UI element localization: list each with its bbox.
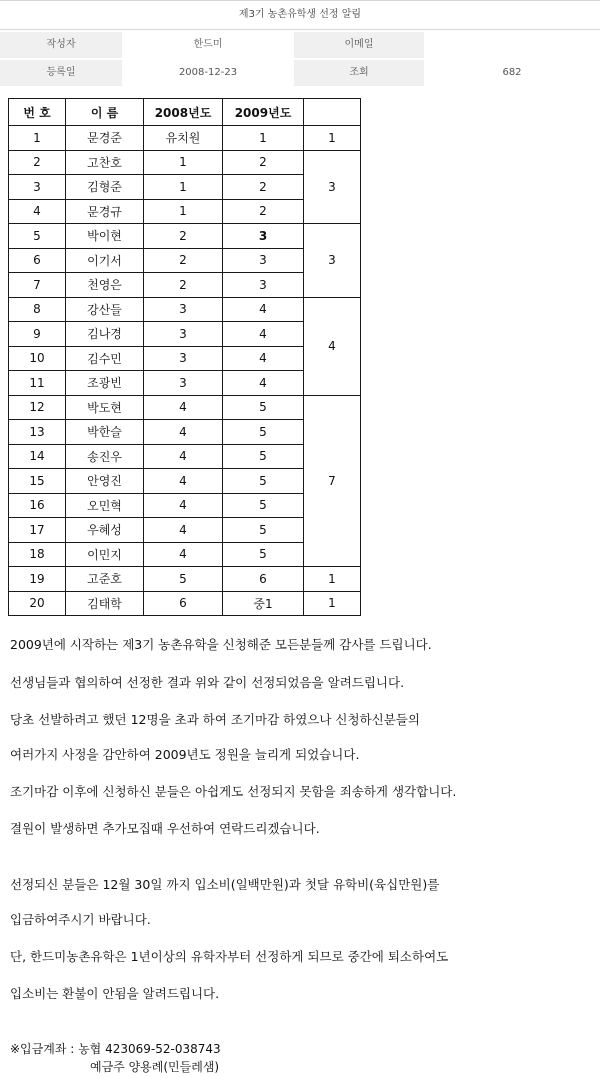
header-group: [304, 99, 361, 126]
cell-group-count: 1: [304, 126, 361, 151]
cell-2009: 3: [223, 273, 304, 298]
cell-number: 10: [9, 346, 66, 371]
cell-2009: 2: [223, 199, 304, 224]
account-info: ※입금계좌 : 농협 423069-52-038743: [10, 1042, 221, 1056]
cell-group-count: 3: [304, 150, 361, 224]
cell-2008: 1: [144, 199, 223, 224]
cell-2008: 3: [144, 346, 223, 371]
cell-2009: 4: [223, 322, 304, 347]
cell-2009: 6: [223, 567, 304, 592]
cell-group-count: 1: [304, 591, 361, 616]
body-paragraph-3: 당초 선발하려고 했던 12명을 초과 하여 조기마감 하였으나 신청하신분들의: [10, 712, 420, 727]
cell-number: 5: [9, 224, 66, 249]
cell-2008: 4: [144, 518, 223, 543]
cell-2009: 4: [223, 346, 304, 371]
body-paragraph-6: 결원이 발생하면 추가모집때 우선하여 연락드리겠습니다.: [10, 821, 320, 836]
cell-2008: 4: [144, 444, 223, 469]
body-paragraph-4: 여러가지 사정을 감안하여 2009년도 정원을 늘리게 되었습니다.: [10, 747, 360, 762]
cell-2009: 5: [223, 444, 304, 469]
cell-2008: 2: [144, 224, 223, 249]
student-table: [8, 98, 361, 616]
meta-row-date: [0, 60, 600, 86]
cell-2008: 1: [144, 150, 223, 175]
cell-2008: 4: [144, 493, 223, 518]
cell-group-count: 3: [304, 224, 361, 298]
body-paragraph-8: 입금하여주시기 바랍니다.: [10, 912, 151, 927]
cell-number: 8: [9, 297, 66, 322]
header-2009: 2009년도: [223, 99, 304, 126]
cell-2009: 3: [223, 224, 304, 249]
cell-2009: 5: [223, 469, 304, 494]
cell-2008: 4: [144, 420, 223, 445]
cell-2009: 1: [223, 126, 304, 151]
cell-number: 2: [9, 150, 66, 175]
email-label: 이메일: [294, 32, 424, 58]
cell-2009: 4: [223, 297, 304, 322]
cell-name: 김형준: [66, 175, 144, 200]
cell-2009: 5: [223, 420, 304, 445]
cell-number: 3: [9, 175, 66, 200]
cell-2008: 4: [144, 542, 223, 567]
cell-name: 박이현: [66, 224, 144, 249]
cell-name: 박한슬: [66, 420, 144, 445]
cell-name: 천영은: [66, 273, 144, 298]
body-paragraph-10: 입소비는 환불이 안됨을 알려드립니다.: [10, 986, 220, 1001]
views-value: 682: [424, 60, 600, 86]
header-name: 이 름: [66, 99, 144, 126]
table-row: [9, 567, 361, 592]
cell-name: 박도현: [66, 395, 144, 420]
body-paragraph-1: 2009년에 시작하는 제3기 농촌유학을 신청해준 모든분들께 감사를 드립니다.: [10, 637, 432, 652]
cell-group-count: 1: [304, 567, 361, 592]
views-label: 조회: [294, 60, 424, 86]
cell-number: 20: [9, 591, 66, 616]
date-label: 등록일: [0, 60, 122, 86]
cell-2009: 5: [223, 518, 304, 543]
email-value[interactable]: [424, 32, 600, 58]
cell-2008: 3: [144, 297, 223, 322]
cell-2008: 6: [144, 591, 223, 616]
cell-group-count: 4: [304, 297, 361, 395]
cell-2008: 4: [144, 395, 223, 420]
cell-number: 11: [9, 371, 66, 396]
cell-name: 김수민: [66, 346, 144, 371]
cell-name: 이민지: [66, 542, 144, 567]
cell-name: 문경준: [66, 126, 144, 151]
table-row: [9, 395, 361, 420]
cell-2008: 4: [144, 469, 223, 494]
cell-2009: 5: [223, 493, 304, 518]
cell-group-count: 7: [304, 395, 361, 567]
cell-2009: 2: [223, 150, 304, 175]
table-row: [9, 591, 361, 616]
cell-2009: 4: [223, 371, 304, 396]
cell-number: 9: [9, 322, 66, 347]
cell-number: 14: [9, 444, 66, 469]
body-paragraph-7: 선정되신 분들은 12월 30일 까지 입소비(일백만원)과 첫달 유학비(육십만원)를: [10, 877, 440, 892]
cell-number: 4: [9, 199, 66, 224]
cell-name: 안영진: [66, 469, 144, 494]
cell-name: 고찬호: [66, 150, 144, 175]
account-holder: 예금주 양용례(민들레샘): [90, 1060, 220, 1074]
cell-name: 고준호: [66, 567, 144, 592]
cell-name: 오민혁: [66, 493, 144, 518]
cell-name: 조광빈: [66, 371, 144, 396]
cell-name: 이기서: [66, 248, 144, 273]
table-header-row: [9, 99, 361, 126]
cell-name: 김태학: [66, 591, 144, 616]
author-value: 한드미: [122, 32, 294, 58]
cell-name: 우혜성: [66, 518, 144, 543]
cell-2008: 2: [144, 248, 223, 273]
cell-name: 송진우: [66, 444, 144, 469]
cell-number: 17: [9, 518, 66, 543]
cell-number: 19: [9, 567, 66, 592]
body-paragraph-2: 선생님들과 협의하여 선정한 결과 위와 같이 선정되었음을 알려드립니다.: [10, 675, 405, 690]
post-title: 제3기 농촌유학생 선정 알림: [0, 0, 600, 30]
header-number: 번 호: [9, 99, 66, 126]
cell-name: 김나경: [66, 322, 144, 347]
cell-2008: 5: [144, 567, 223, 592]
cell-2008: 3: [144, 322, 223, 347]
cell-number: 6: [9, 248, 66, 273]
cell-2008: 3: [144, 371, 223, 396]
cell-number: 16: [9, 493, 66, 518]
cell-2008: 유치원: [144, 126, 223, 151]
cell-2009: 2: [223, 175, 304, 200]
date-value: 2008-12-23: [122, 60, 294, 86]
cell-2009: 3: [223, 248, 304, 273]
table-row: [9, 150, 361, 175]
cell-number: 13: [9, 420, 66, 445]
cell-2009: 5: [223, 542, 304, 567]
cell-number: 7: [9, 273, 66, 298]
cell-number: 18: [9, 542, 66, 567]
table-row: [9, 126, 361, 151]
cell-number: 1: [9, 126, 66, 151]
cell-number: 12: [9, 395, 66, 420]
table-row: [9, 224, 361, 249]
cell-2009: 중1: [223, 591, 304, 616]
body-paragraph-5: 조기마감 이후에 신청하신 분들은 아쉽게도 선정되지 못함을 죄송하게 생각합니다.: [10, 784, 457, 799]
table-row: [9, 297, 361, 322]
cell-2009: 5: [223, 395, 304, 420]
body-paragraph-9: 단, 한드미농촌유학은 1년이상의 유학자부터 선정하게 되므로 중간에 퇴소하여도: [10, 949, 449, 964]
cell-2008: 2: [144, 273, 223, 298]
cell-2008: 1: [144, 175, 223, 200]
header-2008: 2008년도: [144, 99, 223, 126]
cell-name: 문경규: [66, 199, 144, 224]
cell-number: 15: [9, 469, 66, 494]
cell-name: 강산들: [66, 297, 144, 322]
author-label: 작성자: [0, 32, 122, 58]
meta-row-author: [0, 32, 600, 58]
